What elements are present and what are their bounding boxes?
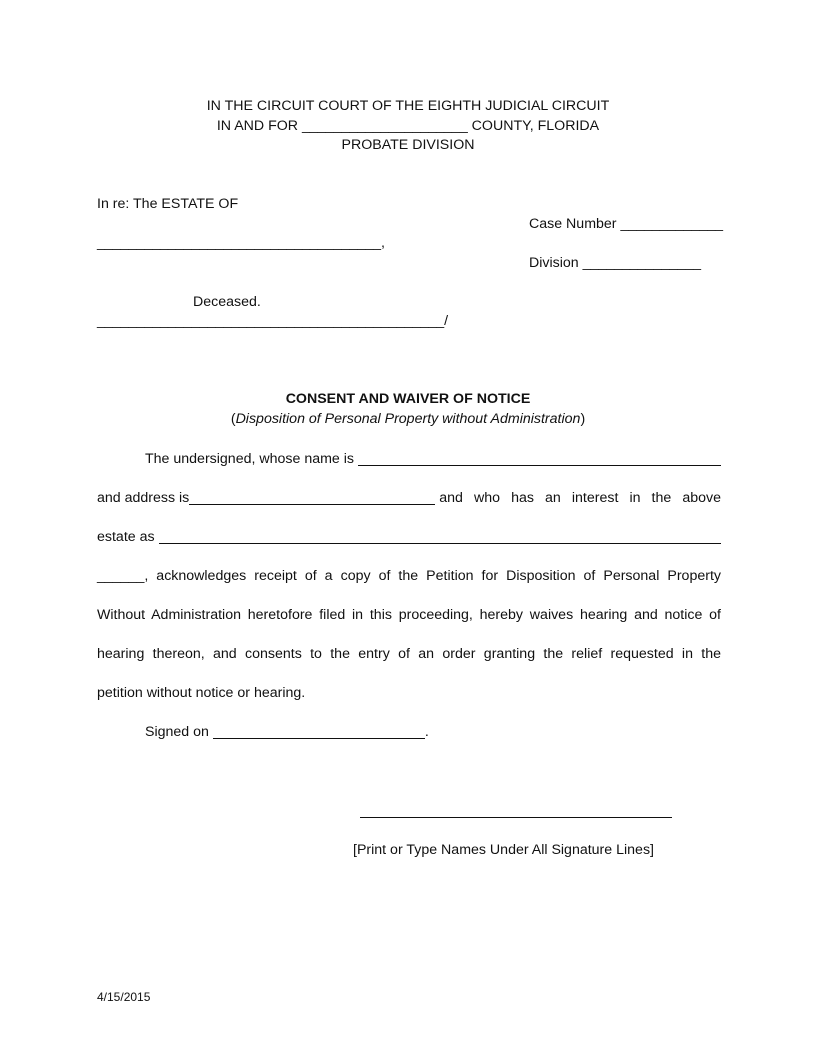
subtitle-text: Disposition of Personal Property without Administration bbox=[235, 411, 581, 427]
county-suffix: COUNTY, FLORIDA bbox=[471, 118, 600, 134]
address-suffix: and who has an interest in the above bbox=[439, 490, 721, 506]
signature-line[interactable] bbox=[360, 817, 672, 818]
document-subtitle bbox=[0, 410, 816, 428]
in-re-label: In re: The ESTATE OF bbox=[97, 196, 239, 212]
signed-on-date-line[interactable] bbox=[213, 724, 425, 739]
caption-closing-line: ____________________________________________/ bbox=[97, 313, 449, 329]
estate-name-blank[interactable]: ____________________________________, bbox=[97, 235, 385, 251]
name-input-line[interactable] bbox=[358, 451, 721, 466]
body-line-4-text: , acknowledges receipt of a copy of the Petition for Disposition of Personal Property bbox=[144, 568, 721, 584]
address-row bbox=[97, 489, 721, 507]
footer-date: 4/15/2015 bbox=[97, 990, 151, 1004]
address-prefix: and address is bbox=[97, 490, 190, 506]
court-header-line1: IN THE CIRCUIT COURT OF THE EIGHTH JUDICIAL CIRCUIT bbox=[206, 98, 610, 114]
estate-as-prefix: estate as bbox=[97, 529, 155, 545]
interest-input-line[interactable] bbox=[159, 529, 721, 544]
division-row bbox=[529, 254, 701, 272]
division-blank[interactable]: _______________ bbox=[582, 255, 701, 271]
case-number-label: Case Number bbox=[529, 216, 617, 232]
signed-on-label: Signed on bbox=[145, 724, 209, 740]
address-input-line[interactable] bbox=[189, 490, 435, 505]
signature-instruction: [Print or Type Names Under All Signature Lines] bbox=[353, 842, 654, 858]
body-line-4 bbox=[97, 567, 721, 585]
body-line-5: Without Administration heretofore filed in this proceeding, hereby waives hearing and notice of bbox=[97, 607, 721, 623]
subtitle-close-paren: ) bbox=[580, 411, 586, 427]
case-number-row bbox=[529, 215, 723, 233]
court-header-line2 bbox=[0, 117, 816, 135]
signed-on-row bbox=[145, 723, 429, 741]
division-label: Division bbox=[529, 255, 579, 271]
subtitle-open-paren: ( bbox=[230, 411, 236, 427]
document-title: CONSENT AND WAIVER OF NOTICE bbox=[285, 391, 531, 407]
court-header-line3: PROBATE DIVISION bbox=[341, 137, 475, 153]
deceased-label: Deceased. bbox=[193, 294, 261, 310]
relation-blank[interactable]: ______ bbox=[97, 568, 145, 584]
county-blank[interactable]: _____________________ bbox=[302, 118, 468, 134]
body-line-6: hearing thereon, and consents to the entry of an order granting the relief requested in the bbox=[97, 646, 721, 662]
body-line-7: petition without notice or hearing. bbox=[97, 685, 306, 701]
signed-on-period: . bbox=[424, 724, 429, 740]
name-row bbox=[97, 450, 721, 468]
name-prefix: The undersigned, whose name is bbox=[145, 451, 354, 467]
county-prefix: IN AND FOR bbox=[216, 118, 299, 134]
case-number-blank[interactable]: _____________ bbox=[620, 216, 724, 232]
estate-as-row bbox=[97, 528, 721, 546]
